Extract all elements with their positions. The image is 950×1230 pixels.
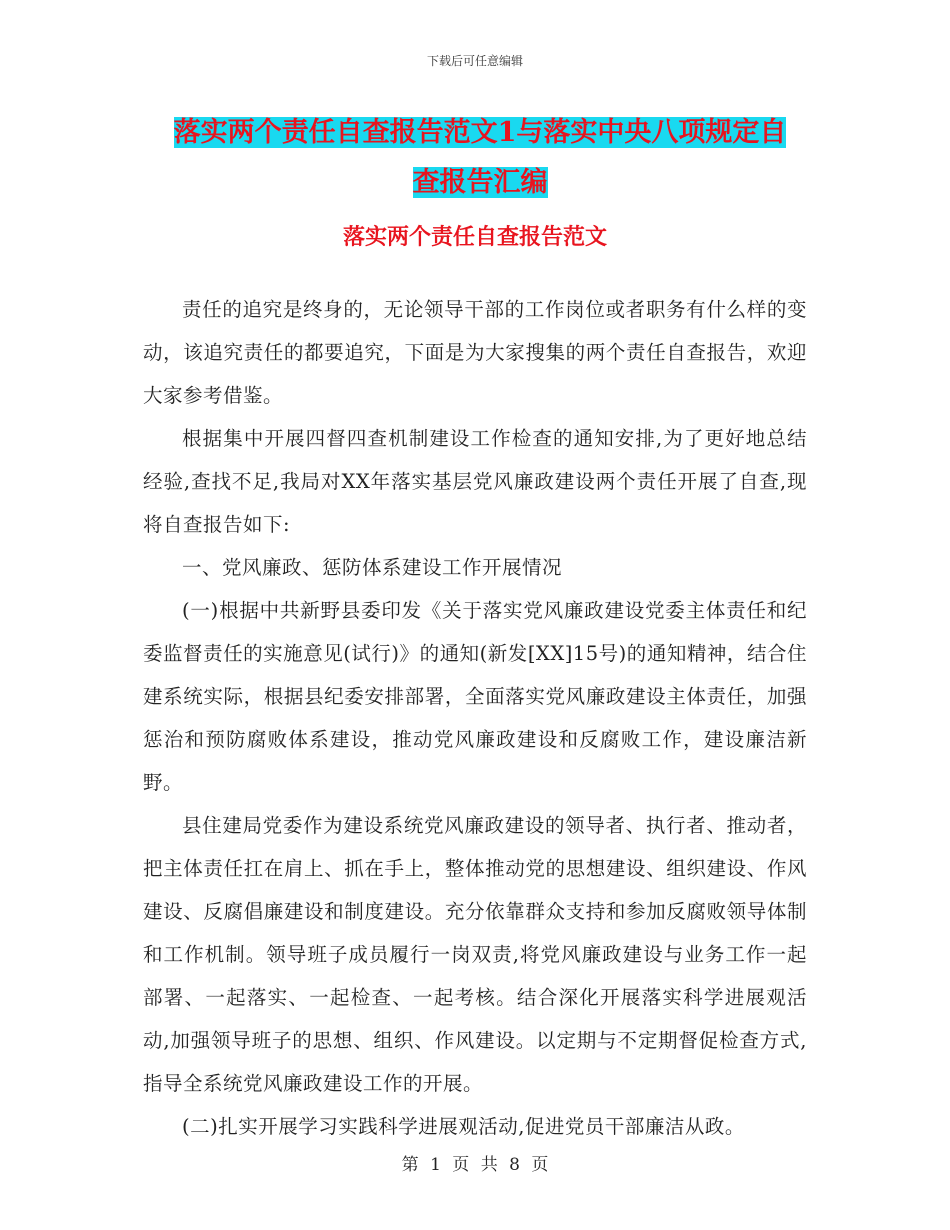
section-title: 落实两个责任自查报告范文 [342,224,607,250]
paragraph: 一、党风廉政、惩防体系建设工作开展情况 [182,556,563,579]
document-title-line-1: 落实两个责任自查报告范文1与落实中央八项规定自 [173,117,787,148]
paragraph: 责任的追究是终身的，无论领导干部的工作岗位或者职务有什么样的变动，该追究责任的都要追究，下面是为大家搜集的两个责任自查报告，欢迎大家参考借鉴。 [143,298,807,407]
paragraph: (一)根据中共新野县委印发《关于落实党风廉政建设党委主体责任和纪委监督责任的实施意见(试行)》的通知(新发[XX]15号)的通知精神，结合住建系统实际，根据县纪委安排部署，全面落实党风廉政建设主体责任，加强惩治和预防腐败体系建设，推动党风廉政建设和反腐败工作，建设廉洁新野。 [143,599,807,794]
document-title-line-2: 查报告汇编 [412,167,548,198]
document-body [143,288,807,1148]
paragraph: 根据集中开展四督四查机制建设工作检查的通知安排,为了更好地总结经验,查找不足,我局对XX年落实基层党风廉政建设两个责任开展了自查,现将自查报告如下: [143,427,807,536]
page-number: 第 1 页 共 8 页 [401,1155,549,1175]
paragraph: 县住建局党委作为建设系统党风廉政建设的领导者、执行者、推动者，把主体责任扛在肩上、抓在手上，整体推动党的思想建设、组织建设、作风建设、反腐倡廉建设和制度建设。充分依靠群众支持和参加反腐败领导体制和工作机制。领导班子成员履行一岗双责,将党风廉政建设与业务工作一起部署、一起落实、一起检查、一起考核。结合深化开展落实科学进展观活动,加强领导班子的思想、组织、作风建设。以定期与不定期督促检查方式,指导全系统党风廉政建设工作的开展。 [143,814,807,1095]
header-note: 下载后可任意编辑 [426,54,523,68]
document-title [140,108,820,208]
paragraph: (二)扎实开展学习实践科学进展观活动,促进党员干部廉洁从政。 [182,1115,745,1138]
